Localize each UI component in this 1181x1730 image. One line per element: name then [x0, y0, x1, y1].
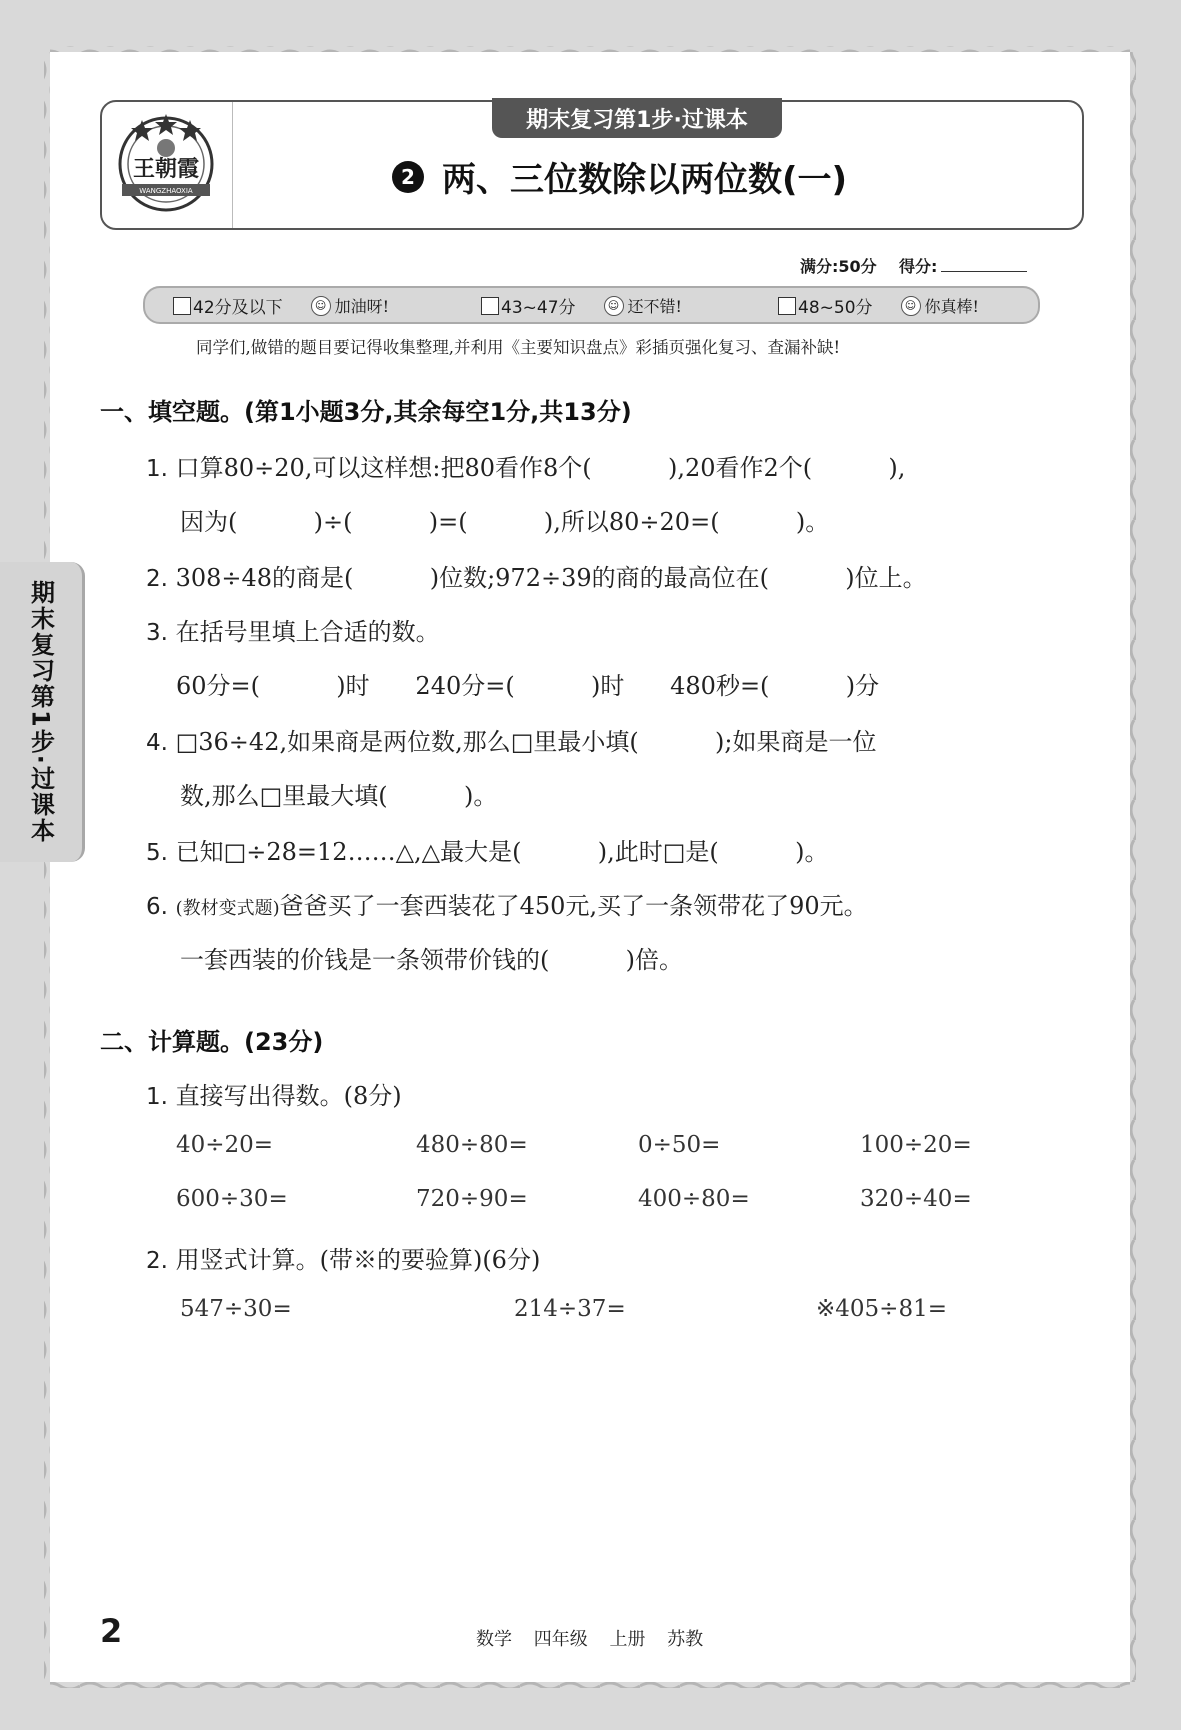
calc-item: 400÷80= [638, 1186, 750, 1212]
q4-text: □36÷42,如果商是两位数,那么□里最小填( );如果商是一位 [175, 728, 877, 756]
unit-title [392, 152, 847, 201]
question-1-line-1: 1. 口算80÷20,可以这样想:把80看作8个( ),20看作2个( ), [146, 454, 906, 482]
vertical-calc-item: 214÷37= [514, 1296, 626, 1322]
calc-q2-text: 用竖式计算。(带※的要验算)(6分) [175, 1246, 541, 1274]
calc-item: 480÷80= [416, 1132, 528, 1158]
study-tip: 同学们,做错的题目要记得收集整理,并利用《主要知识盘点》彩插页强化复习、查漏补缺! [196, 338, 841, 357]
grade-message: 还不错! [627, 297, 682, 316]
q3-text: 在括号里填上合适的数。 [175, 618, 440, 646]
unit-title-text: 两、三位数除以两位数(一) [442, 160, 848, 200]
grade-checkbox[interactable] [481, 297, 499, 315]
question-3: 3. 在括号里填上合适的数。 [146, 618, 440, 646]
unit-header [100, 100, 1084, 230]
question-1-line-2: 因为( )÷( )=( ),所以80÷20=( )。 [180, 508, 830, 536]
score-line [800, 254, 1027, 277]
cheer-face-icon: ☺ [311, 296, 331, 316]
calc-item: 0÷50= [638, 1132, 721, 1158]
grade-item [173, 293, 389, 318]
question-3-line-2: 60分=( )时 240分=( )时 480秒=( )分 [176, 672, 880, 700]
grade-range: 43~47分 [501, 298, 576, 318]
grade-item [778, 293, 979, 318]
logo-text: 王朝霞 [132, 156, 200, 182]
question-4-line-2: 数,那么□里最大填( )。 [180, 782, 498, 810]
page-number: 2 [100, 1612, 123, 1650]
section-calculation-title: 二、计算题。(23分) [100, 1028, 324, 1056]
grade-checkbox[interactable] [173, 297, 191, 315]
smile-face-icon: ☺ [604, 296, 624, 316]
logo-subtitle: WANGZHAOXIA [139, 187, 193, 195]
grade-scale-bar [143, 286, 1040, 324]
grade-message: 你真棒! [924, 297, 979, 316]
calc-item: 100÷20= [860, 1132, 972, 1158]
score-label: 得分: [898, 257, 938, 276]
question-6-line-1: 6. (教材变式题)爸爸买了一套西装花了450元,买了一条领带花了90元。 [146, 892, 868, 920]
question-5: 5. 已知□÷28=12……△,△最大是( ),此时□是( )。 [146, 838, 829, 866]
calc-q1-text: 直接写出得数。(8分) [175, 1082, 402, 1110]
happy-face-icon: ☺ [901, 296, 921, 316]
calc-question-1: 1. 直接写出得数。(8分) [146, 1082, 402, 1110]
question-2: 2. 308÷48的商是( )位数;972÷39的商的最高位在( )位上。 [146, 564, 927, 592]
q6-text: 爸爸买了一套西装花了450元,买了一条领带花了90元。 [279, 892, 868, 920]
calc-question-2: 2. 用竖式计算。(带※的要验算)(6分) [146, 1246, 541, 1274]
calc-item: 720÷90= [416, 1186, 528, 1212]
vertical-calc-item: ※405÷81= [816, 1296, 947, 1322]
q2-text: 308÷48的商是( )位数;972÷39的商的最高位在( )位上。 [175, 564, 927, 592]
step-banner: 期末复习第1步·过课本 [492, 98, 782, 138]
q6-tag: (教材变式题) [175, 898, 280, 919]
grade-checkbox[interactable] [778, 297, 796, 315]
grade-item [481, 293, 682, 318]
grade-message: 加油呀! [334, 297, 390, 316]
grade-range: 48~50分 [798, 298, 873, 318]
sidebar-tab-label: 期末复习第1步·过课本 [26, 580, 55, 844]
question-4-line-1: 4. □36÷42,如果商是两位数,那么□里最小填( );如果商是一位 [146, 728, 877, 756]
calc-item: 40÷20= [176, 1132, 274, 1158]
q5-text: 已知□÷28=12……△,△最大是( ),此时□是( )。 [175, 838, 829, 866]
q1-text: 口算80÷20,可以这样想:把80看作8个( ),20看作2个( ), [175, 454, 906, 482]
section-fill-in-title: 一、填空题。(第1小题3分,其余每空1分,共13分) [100, 398, 632, 426]
full-score: 满分:50分 [800, 257, 877, 276]
footer-book-info: 数学 四年级 上册 苏教 [476, 1629, 704, 1650]
score-blank[interactable] [941, 271, 1027, 272]
wangzhaoxia-logo [112, 110, 220, 218]
logo-divider [232, 102, 233, 228]
vertical-calc-item: 547÷30= [180, 1296, 292, 1322]
grade-range: 42分及以下 [193, 298, 283, 318]
calc-item: 320÷40= [860, 1186, 972, 1212]
sidebar-step-tab [0, 562, 85, 862]
question-6-line-2: 一套西装的价钱是一条领带价钱的( )倍。 [180, 946, 684, 974]
calc-item: 600÷30= [176, 1186, 288, 1212]
unit-number-badge: 2 [392, 161, 424, 193]
